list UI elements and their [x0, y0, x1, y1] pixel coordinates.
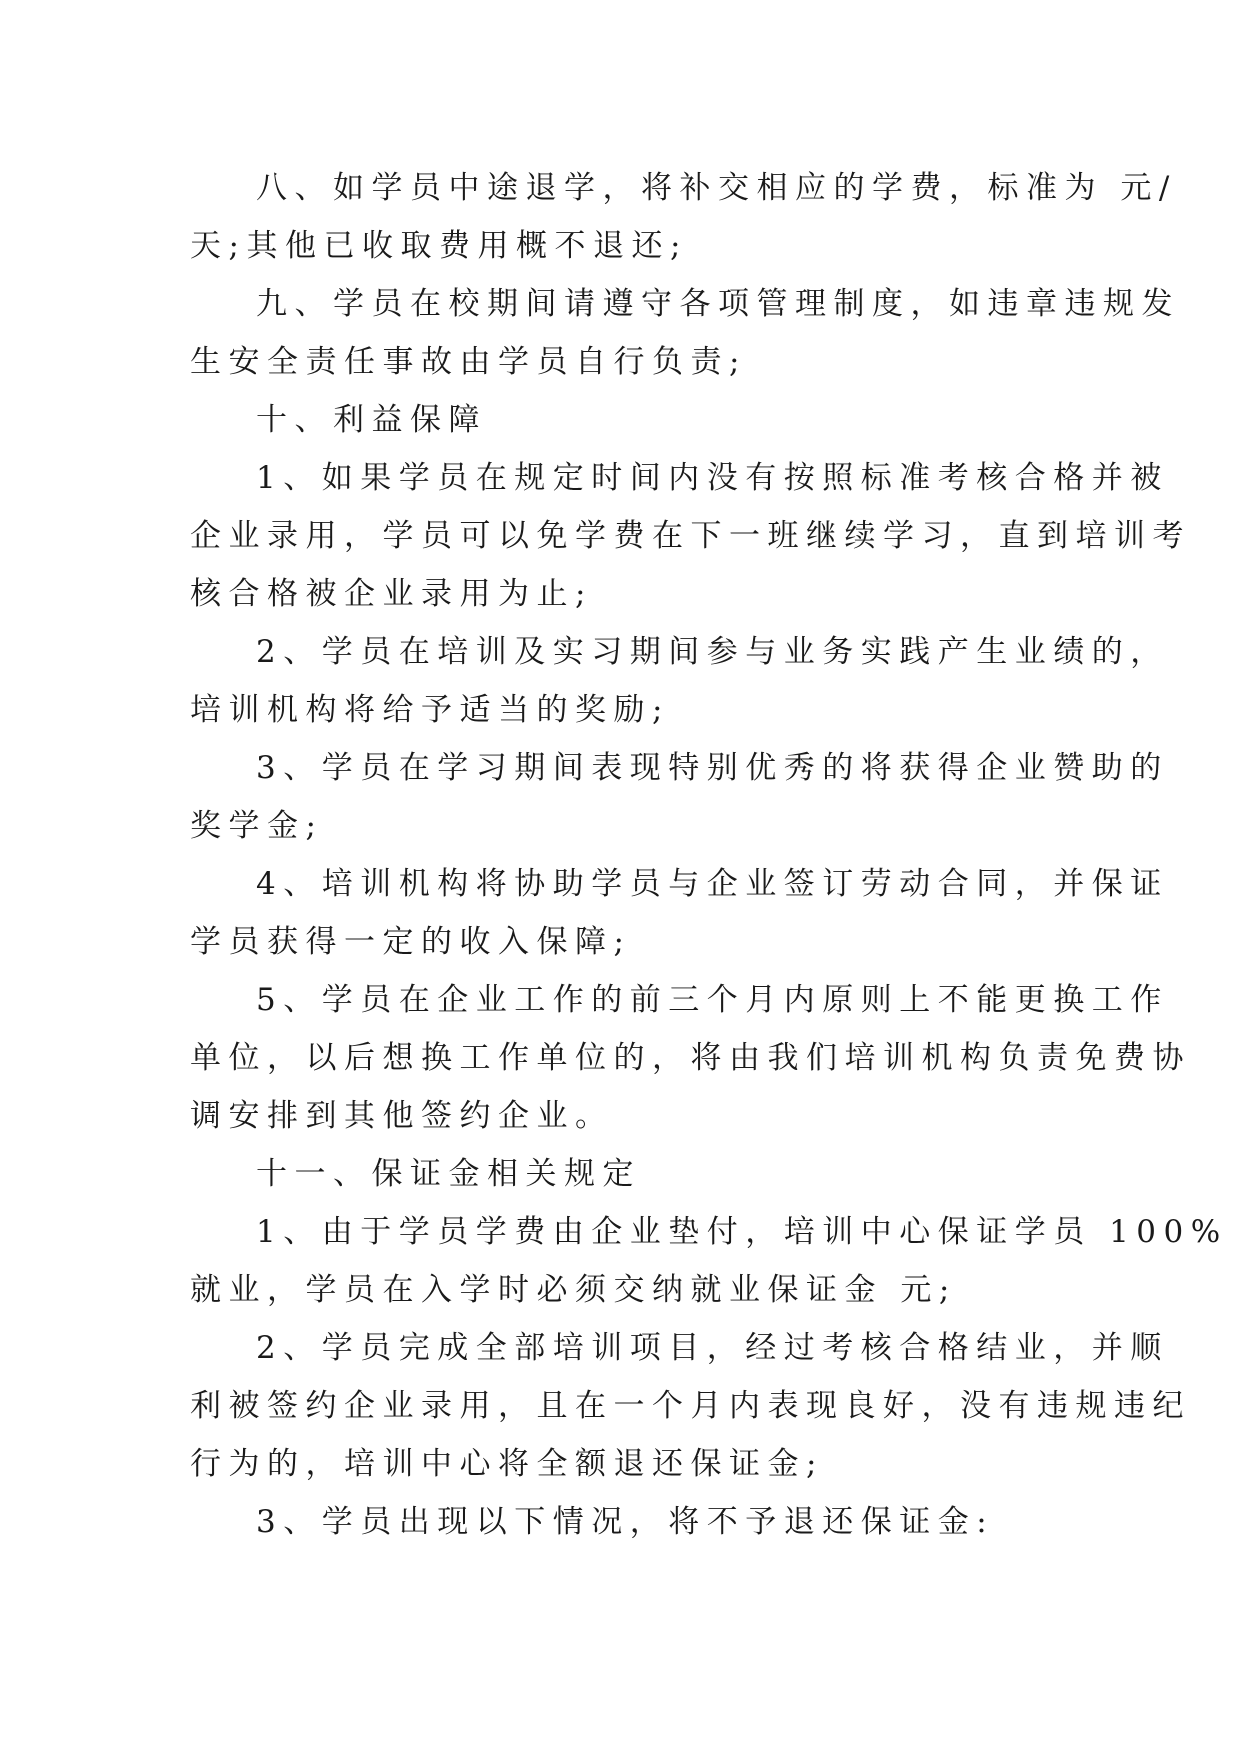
item-10-4-line-2: 学员获得一定的收入保障;	[190, 924, 632, 960]
item-10-5-line-1: 5、学员在企业工作的前三个月内原则上不能更换工作	[256, 982, 1169, 1018]
item-11-2-line-3: 行为的，培训中心将全额退还保证金;	[190, 1446, 824, 1482]
section-11-heading: 十一、保证金相关规定	[256, 1156, 641, 1192]
item-10-5-line-3: 调安排到其他签约企业。	[190, 1098, 614, 1134]
item-11-3-line-1: 3、学员出现以下情况，将不予退还保证金:	[256, 1504, 995, 1540]
item-10-2-line-2: 培训机构将给予适当的奖励;	[190, 692, 670, 728]
item-10-3-line-1: 3、学员在学习期间表现特别优秀的将获得企业赞助的	[256, 750, 1169, 786]
clause-8-line-1: 八、如学员中途退学，将补交相应的学费，标准为 元/	[256, 170, 1177, 206]
item-10-5-line-2: 单位，以后想换工作单位的，将由我们培训机构负责免费协	[190, 1040, 1191, 1076]
item-10-4-line-1: 4、培训机构将协助学员与企业签订劳动合同，并保证	[256, 866, 1169, 902]
item-10-3-line-2: 奖学金;	[190, 808, 324, 844]
item-10-1-line-2: 企业录用，学员可以免学费在下一班继续学习，直到培训考	[190, 518, 1191, 554]
item-11-1-line-2: 就业，学员在入学时必须交纳就业保证金 元;	[190, 1272, 957, 1308]
clause-9-line-2: 生安全责任事故由学员自行负责;	[190, 344, 747, 380]
section-10-heading: 十、利益保障	[256, 402, 487, 438]
item-10-1-line-3: 核合格被企业录用为止;	[190, 576, 593, 612]
item-10-2-line-1: 2、学员在培训及实习期间参与业务实践产生业绩的，	[256, 634, 1169, 670]
item-11-2-line-2: 利被签约企业录用，且在一个月内表现良好，没有违规违纪	[190, 1388, 1191, 1424]
clause-8-line-2: 天;其他已收取费用概不退还;	[190, 228, 688, 264]
item-10-1-line-1: 1、如果学员在规定时间内没有按照标准考核合格并被	[256, 460, 1169, 496]
item-11-1-line-1: 1、由于学员学费由企业垫付，培训中心保证学员 100%	[256, 1214, 1228, 1250]
clause-9-line-1: 九、学员在校期间请遵守各项管理制度，如违章违规发	[256, 286, 1180, 322]
item-11-2-line-1: 2、学员完成全部培训项目，经过考核合格结业，并顺	[256, 1330, 1169, 1366]
